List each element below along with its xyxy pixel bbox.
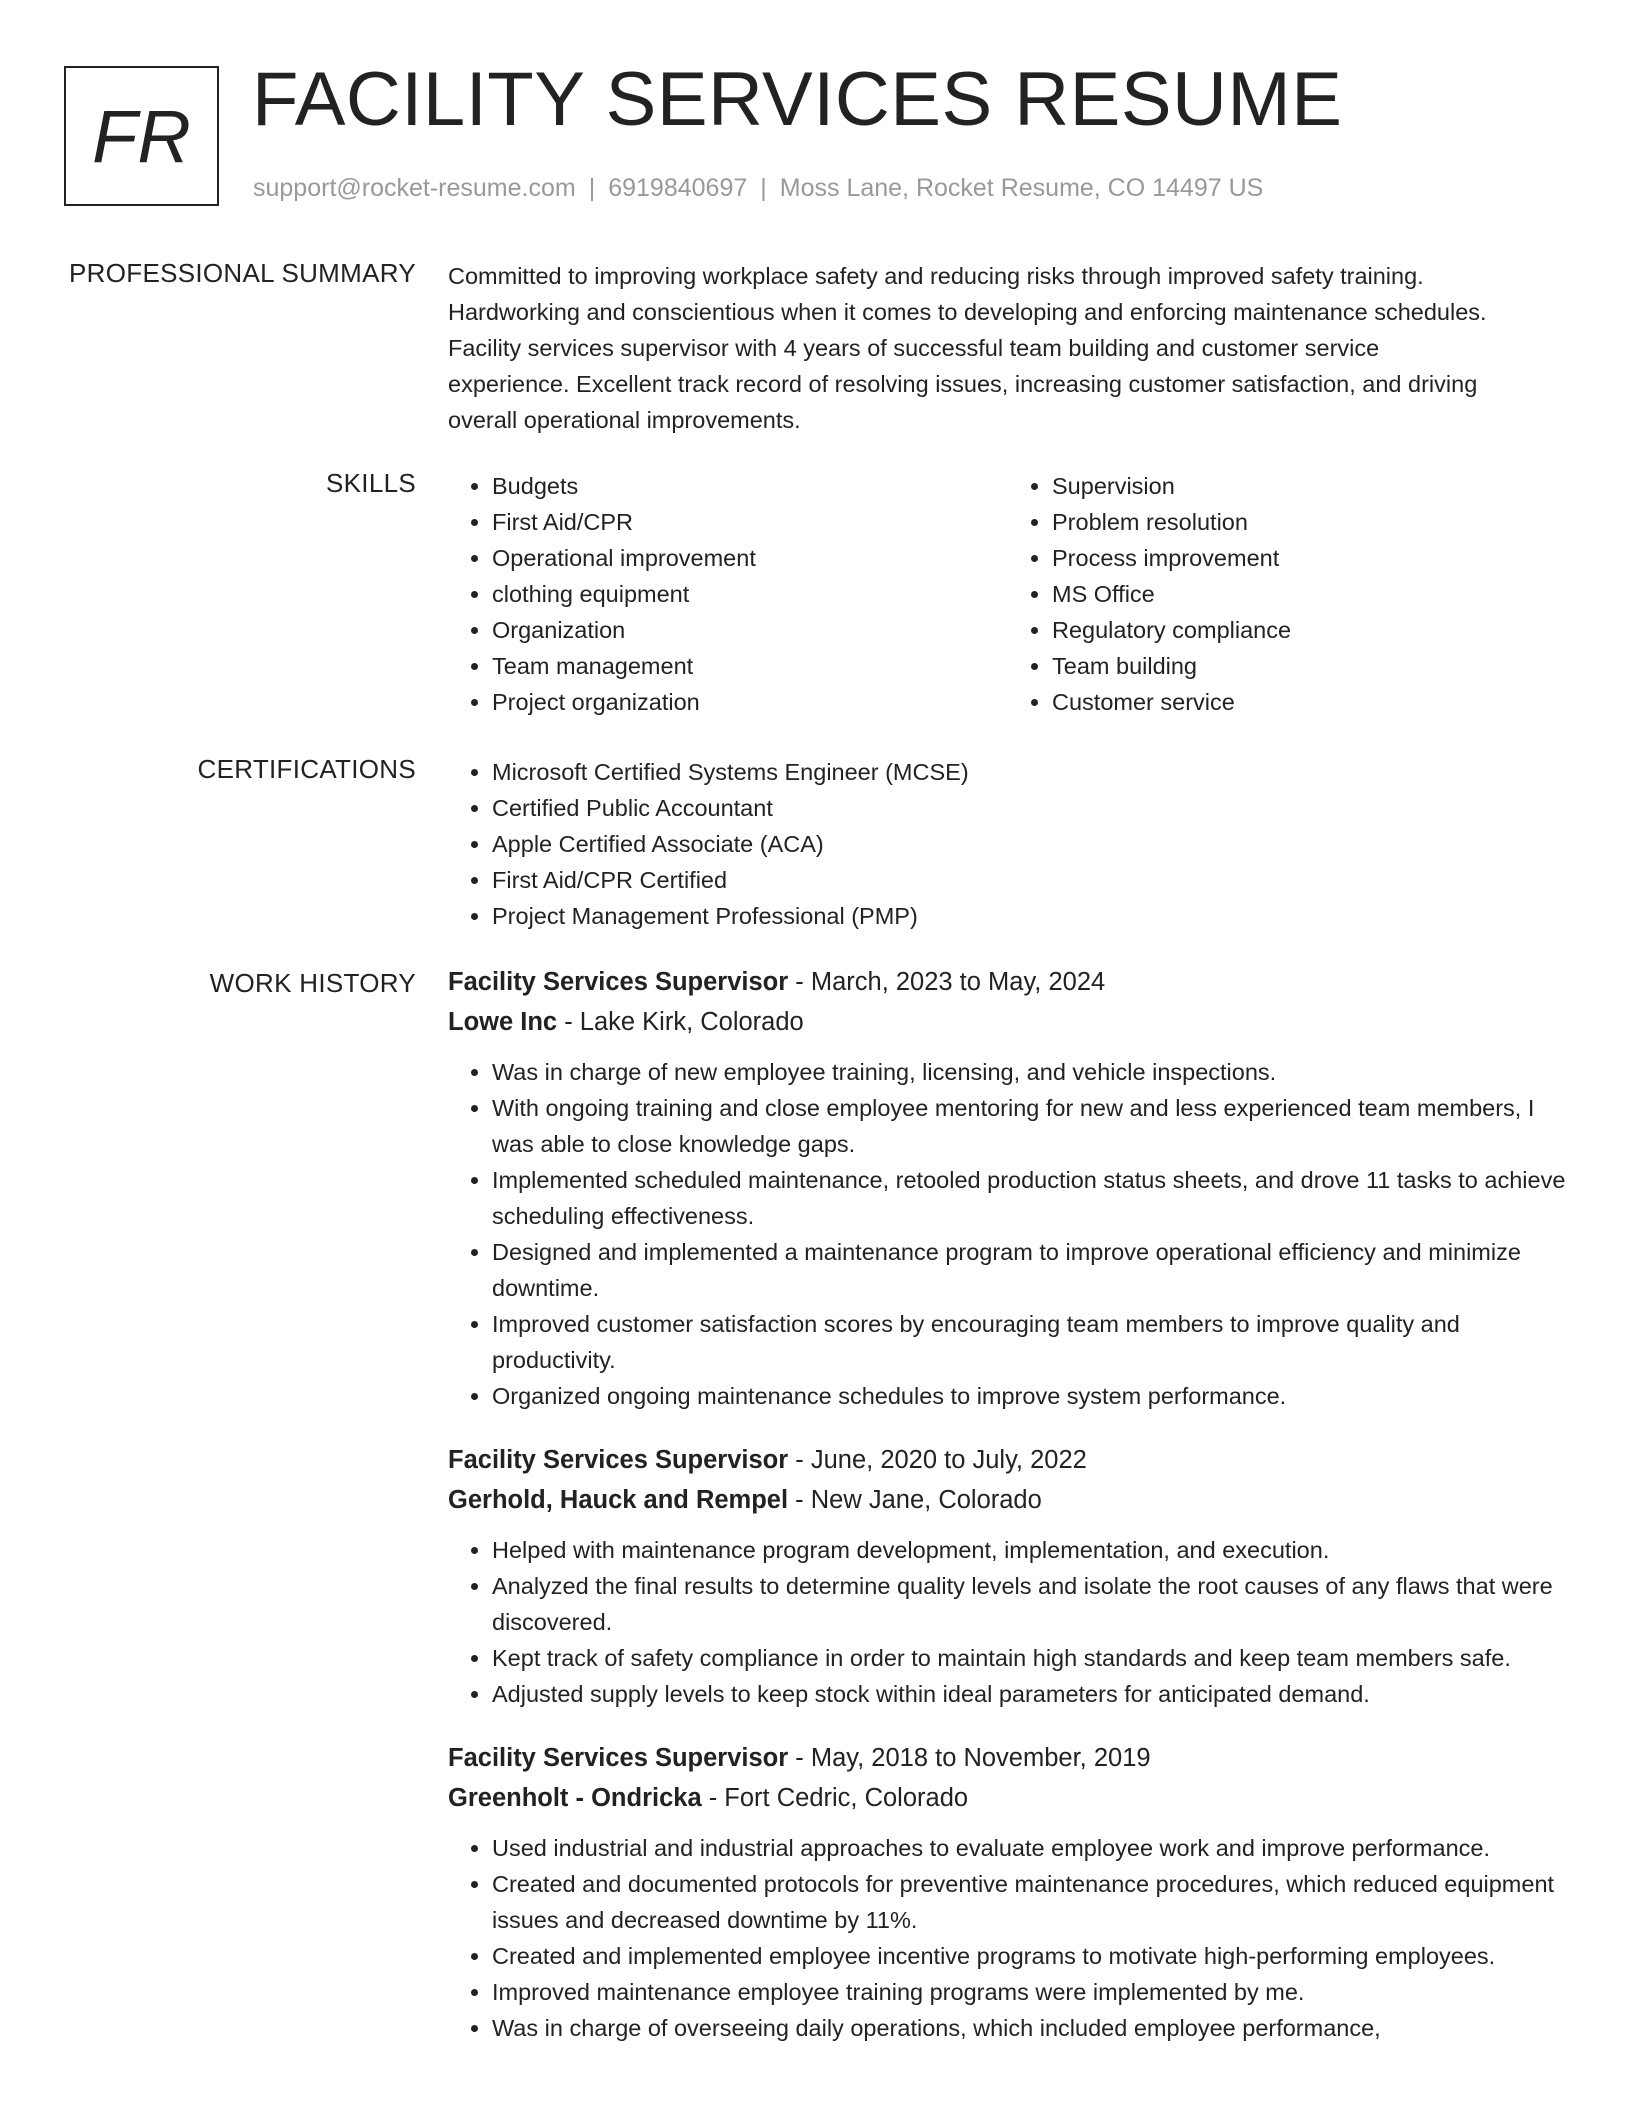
skill-item: • Regulatory compliance [1052,612,1568,648]
skills-label: SKILLS [326,468,416,498]
job-bullets [448,1532,1568,1712]
job-company-line [448,1480,1568,1520]
job-company-line [448,1002,1568,1042]
job-bullet: • Adjusted supply levels to keep stock within ideal parameters for anticipated demand. [492,1676,1568,1712]
job-title: Facility Services Supervisor [448,1744,789,1772]
job-title: Facility Services Supervisor [448,968,789,996]
job-bullet: • Organized ongoing maintenance schedules to improve system performance. [492,1378,1568,1414]
job-dates: - June, 2020 to July, 2022 [788,1446,1087,1474]
job-location: - New Jane, Colorado [788,1486,1042,1514]
skill-item: • Project organization [492,684,1008,720]
summary-line: Committed to improving workplace safety and reducing risks through improved safety training. [448,263,1424,289]
job-bullets [448,1054,1568,1414]
contact-email: support@rocket-resume.com [253,174,576,202]
job-dates: - March, 2023 to May, 2024 [788,968,1106,996]
job-company: Gerhold, Hauck and Rempel [448,1486,789,1514]
job-title: Facility Services Supervisor [448,1446,789,1474]
skill-item: • clothing equipment [492,576,1008,612]
job-bullet: • Analyzed the final results to determine quality levels and isolate the root causes of any flaws that were discovered. [492,1568,1568,1640]
certifications-label: CERTIFICATIONS [197,754,416,784]
skills-column-right [1008,468,1568,720]
job-bullet: • Created and documented protocols for preventive maintenance procedures, which reduced equipment issues and decreased downtime by 11%. [492,1866,1568,1938]
job-bullet: • Kept track of safety compliance in order to maintain high standards and keep team members safe. [492,1640,1568,1676]
contact-line [253,174,1263,203]
skill-item: • Problem resolution [1052,504,1568,540]
certification-item: • Project Management Professional (PMP) [492,898,1568,934]
contact-separator: | [760,174,767,202]
certifications-items [448,754,1568,934]
summary-line: experience. Excellent track record of resolving issues, increasing customer satisfaction, and driving [448,371,1478,397]
job-title-line [448,1440,1568,1480]
certification-item: • Microsoft Certified Systems Engineer (MCSE) [492,754,1568,790]
skill-item: • Process improvement [1052,540,1568,576]
job-bullet: • Improved maintenance employee training programs were implemented by me. [492,1974,1568,2010]
skill-item: • Team building [1052,648,1568,684]
job-entry [448,962,1568,1414]
summary-text [448,258,1568,438]
job-bullet: • Was in charge of new employee training, licensing, and vehicle inspections. [492,1054,1568,1090]
certification-item: • First Aid/CPR Certified [492,862,1568,898]
summary-label: PROFESSIONAL SUMMARY [69,258,416,288]
resume-title: FACILITY SERVICES RESUME [252,57,1343,142]
skill-item: • Operational improvement [492,540,1008,576]
job-location: - Fort Cedric, Colorado [701,1784,969,1812]
job-title-line [448,962,1568,1002]
contact-phone: 6919840697 [608,174,748,202]
summary-line: Facility services supervisor with 4 years of successful team building and customer service [448,335,1380,361]
job-title-line [448,1738,1568,1778]
job-dates: - May, 2018 to November, 2019 [788,1744,1151,1772]
certification-item: • Apple Certified Associate (ACA) [492,826,1568,862]
job-bullet: • Designed and implemented a maintenance program to improve operational efficiency and minimize downtime. [492,1234,1568,1306]
job-company: Lowe Inc [448,1008,558,1036]
contact-separator: | [588,174,596,202]
job-entry [448,1738,1568,2046]
work-history-list [448,962,1568,2072]
skills-list [448,468,1568,720]
job-entry [448,1440,1568,1712]
skill-item: • First Aid/CPR [492,504,1008,540]
work-history-label: WORK HISTORY [209,968,416,998]
skill-item: • Customer service [1052,684,1568,720]
skill-item: • Budgets [492,468,1008,504]
summary-line: Hardworking and conscientious when it comes to developing and enforcing maintenance schedules. [448,299,1487,325]
summary-line: overall operational improvements. [448,407,801,433]
skill-item: • MS Office [1052,576,1568,612]
job-bullet: • Helped with maintenance program development, implementation, and execution. [492,1532,1568,1568]
skill-item: • Team management [492,648,1008,684]
job-company: Greenholt - Ondricka [448,1784,702,1812]
skill-item: • Supervision [1052,468,1568,504]
job-bullet: • Implemented scheduled maintenance, retooled production status sheets, and drove 11 tasks to achieve scheduling effectiveness. [492,1162,1568,1234]
job-bullet: • Was in charge of overseeing daily operations, which included employee performance, [492,2010,1568,2046]
job-bullet: • Used industrial and industrial approaches to evaluate employee work and improve performance. [492,1830,1568,1866]
skill-item: • Organization [492,612,1008,648]
job-bullet: • With ongoing training and close employee mentoring for new and less experienced team members, I was able to close knowledge gaps. [492,1090,1568,1162]
monogram-logo: FR [64,66,219,206]
job-company-line [448,1778,1568,1818]
skills-column-left [448,468,1008,720]
job-bullet: • Improved customer satisfaction scores by encouraging team members to improve quality and productivity. [492,1306,1568,1378]
job-location: - Lake Kirk, Colorado [557,1008,804,1036]
certifications-list [448,754,1568,934]
certification-item: • Certified Public Accountant [492,790,1568,826]
job-bullets [448,1830,1568,2046]
job-bullet: • Created and implemented employee incentive programs to motivate high-performing employees. [492,1938,1568,1974]
contact-address: Moss Lane, Rocket Resume, CO 14497 US [779,174,1264,202]
